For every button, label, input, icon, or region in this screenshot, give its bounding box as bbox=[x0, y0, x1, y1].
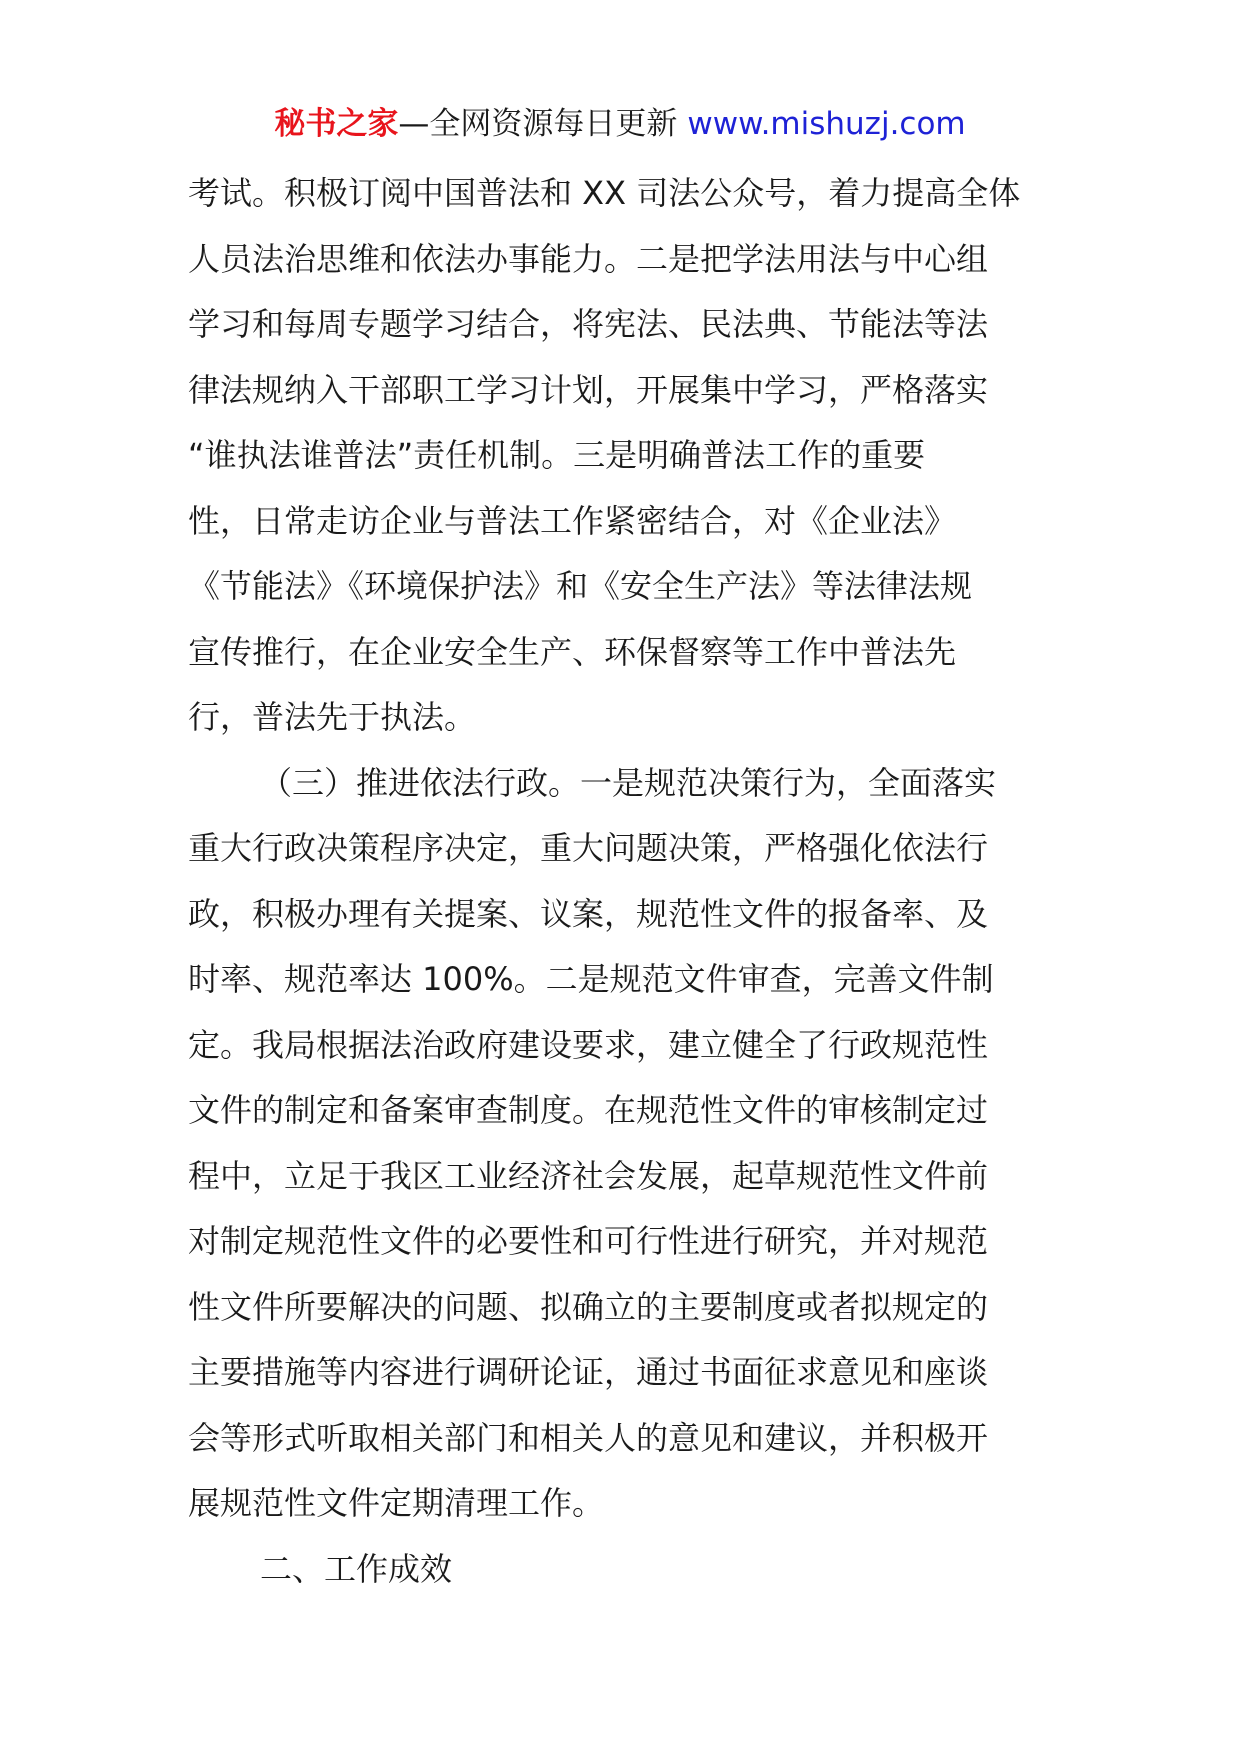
text-line: 重大行政决策程序决定，重大问题决策，严格强化依法行 bbox=[188, 829, 989, 867]
site-tagline: —全网资源每日更新 bbox=[398, 106, 678, 142]
text-line: 性文件所要解决的问题、拟确立的主要制度或者拟规定的 bbox=[188, 1287, 989, 1326]
text-line: 对制定规范性文件的必要性和可行性进行研究，并对规范 bbox=[188, 1222, 989, 1260]
text-line: 律法规纳入干部职工学习计划，开展集中学习，严格落实 bbox=[188, 370, 989, 409]
site-url-link[interactable]: www.mishuzj.com bbox=[687, 106, 966, 142]
text-line: 宣传推行，在企业安全生产、环保督察等工作中普法先 bbox=[188, 632, 957, 671]
text-line: 定。我局根据法治政府建设要求，建立健全了行政规范性 bbox=[188, 1025, 989, 1064]
text-line: 时率、规范率达 100%。二是规范文件审查，完善文件制 bbox=[188, 960, 994, 998]
section-heading-3: （三）推进依法行政。一是规范决策行为，全面落实 bbox=[260, 763, 997, 802]
document-body bbox=[188, 165, 1068, 1606]
text-line: 程中，立足于我区工业经济社会发展，起草规范性文件前 bbox=[188, 1156, 989, 1195]
text-line: 政，积极办理有关提案、议案，规范性文件的报备率、及 bbox=[188, 894, 989, 933]
text-line: 考试。积极订阅中国普法和 XX 司法公众号，着力提高全体 bbox=[188, 174, 1021, 212]
text-line: 文件的制定和备案审查制度。在规范性文件的审核制定过 bbox=[188, 1091, 989, 1129]
section-heading-results: 二、工作成效 bbox=[260, 1549, 453, 1588]
text-line: 性，日常走访企业与普法工作紧密结合，对《企业法》 bbox=[188, 501, 957, 540]
text-line: 主要措施等内容进行调研论证，通过书面征求意见和座谈 bbox=[188, 1353, 989, 1391]
text-line: 行，普法先于执法。 bbox=[188, 698, 477, 736]
text-line: 学习和每周专题学习结合，将宪法、民法典、节能法等法 bbox=[188, 305, 989, 343]
text-line: 会等形式听取相关部门和相关人的意见和建议，并积极开 bbox=[188, 1418, 989, 1457]
text-line: 人员法治思维和依法办事能力。二是把学法用法与中心组 bbox=[188, 239, 989, 278]
site-brand: 秘书之家 bbox=[274, 106, 399, 142]
text-line: 展规范性文件定期清理工作。 bbox=[188, 1484, 605, 1522]
text-line: 《节能法》《环境保护法》和《安全生产法》等法律法规 bbox=[188, 567, 973, 605]
site-header bbox=[0, 100, 1240, 148]
text-line: “谁执法谁普法”责任机制。三是明确普法工作的重要 bbox=[188, 436, 926, 474]
